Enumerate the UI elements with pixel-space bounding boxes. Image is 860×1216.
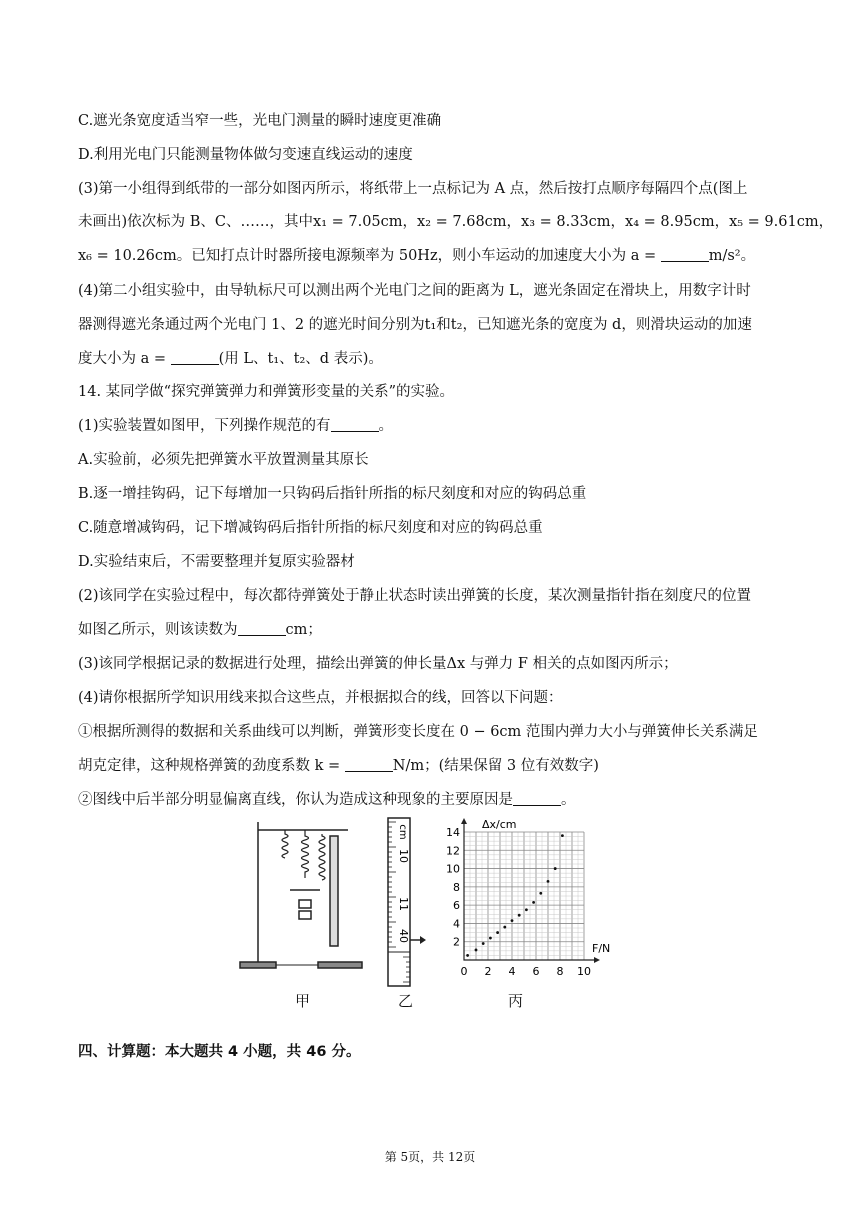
ruler-mark-10: 10	[397, 849, 410, 863]
q14-part4-2: ②图线中后半部分明显偏离直线，你认为造成这种现象的主要原因是 。	[78, 792, 576, 808]
x-tick-label: 4	[508, 965, 516, 978]
data-point	[547, 880, 550, 883]
y-tick-label: 2	[453, 935, 460, 949]
q3-line-1: (3)第一小组得到纸带的一部分如图丙所示，将纸带上一点标记为 A 点，然后按打点顺序每隔四个点(图上	[78, 181, 748, 197]
q14-part3: (3)该同学根据记录的数据进行处理，描绘出弹簧的伸长量Δx 与弹力 F 相关的点如图丙所示；	[78, 656, 678, 672]
data-point	[554, 867, 557, 870]
answer-blank[interactable]	[171, 350, 219, 365]
ruler-unit-label: cm	[397, 824, 408, 840]
y-tick-label: 10	[446, 862, 460, 876]
option-d: D.利用光电门只能测量物体做匀变速直线运动的速度	[78, 147, 413, 163]
experiment-figure	[230, 812, 610, 1012]
q14-part4: (4)请你根据所学知识用线来拟合这些点，并根据拟合的线，回答以下问题：	[78, 690, 563, 706]
data-point	[475, 949, 478, 952]
ruler-yi	[388, 818, 426, 986]
section-heading: 四、计算题：本大题共 4 小题，共 46 分。	[78, 1044, 361, 1060]
x-tick-label: 2	[484, 965, 492, 978]
caption-jia: 甲	[295, 992, 311, 1010]
answer-blank[interactable]	[331, 417, 379, 432]
y-tick-label: 12	[446, 844, 460, 858]
q14-option-c: C.随意增减钩码，记下增减钩码后指针所指的标尺刻度和对应的钩码总重	[78, 520, 543, 536]
q14-part4-1-line-2: 胡克定律，这种规格弹簧的劲度系数 k = N/m；(结果保留 3 位有效数字)	[78, 758, 599, 774]
data-point	[503, 926, 506, 929]
x-tick-label: 6	[532, 965, 540, 978]
caption-bing: 丙	[508, 992, 524, 1010]
q14-part4-1-line-1: ①根据所测得的数据和关系曲线可以判断，弹簧形变长度在 0 − 6cm 范围内弹力大小与弹簧伸长关系满足	[78, 724, 758, 740]
x-tick-label: 0	[460, 965, 468, 978]
y-tick-label: 8	[453, 880, 460, 894]
data-point	[539, 892, 542, 895]
answer-blank[interactable]	[345, 757, 393, 772]
ruler-mark-40: 40	[397, 929, 410, 943]
data-point	[496, 931, 499, 934]
x-tick-label: 8	[556, 965, 564, 978]
data-point	[466, 954, 469, 957]
q14-part1: (1)实验装置如图甲，下列操作规范的有 。	[78, 418, 394, 434]
answer-blank[interactable]	[513, 791, 561, 806]
q4-line-1: (4)第二小组实验中，由导轨标尺可以测出两个光电门之间的距离为 L，遮光条固定在滑块上，用数字计时	[78, 283, 751, 299]
data-point	[532, 901, 535, 904]
q14-option-b: B.逐一增挂钩码，记下每增加一只钩码后指针所指的标尺刻度和对应的钩码总重	[78, 486, 587, 502]
q4-line-2: 器测得遮光条通过两个光电门 1、2 的遮光时间分别为t₁和t₂，已知遮光条的宽度为 d，则滑块运动的加速	[78, 317, 752, 333]
data-point	[518, 914, 521, 917]
q3-line-2: 未画出)依次标为 B、C、……，其中x₁ = 7.05cm，x₂ = 7.68cm，x₃ = 8.33cm，x₄ = 8.95cm，x₅ = 9.61cm，	[78, 214, 834, 230]
q14-part2-line-2: 如图乙所示，则该读数为 cm；	[78, 622, 322, 638]
data-point	[561, 834, 564, 837]
q3-line-3: x₆ = 10.26cm。已知打点计时器所接电源频率为 50Hz，则小车运动的加速度大小为 a = m/s²。	[78, 248, 756, 264]
q4-line-3: 度大小为 a = (用 L、t₁、t₂、d 表示)。	[78, 351, 383, 367]
apparatus-jia	[240, 822, 362, 968]
option-c: C.遮光条宽度适当窄一些，光电门测量的瞬时速度更准确	[78, 113, 442, 129]
data-point	[525, 908, 528, 911]
q14-part2-line-1: (2)该同学在实验过程中，每次都待弹簧处于静止状态时读出弹簧的长度，某次测量指针指在刻度尺的位置	[78, 588, 752, 604]
x-axis-arrow	[594, 957, 600, 963]
x-tick-label: 10	[577, 965, 591, 978]
q14-option-d: D.实验结束后，不需要整理并复原实验器材	[78, 554, 355, 570]
x-axis-label: F/N	[592, 942, 610, 955]
figure-svg	[230, 812, 610, 1012]
answer-blank[interactable]	[238, 621, 286, 636]
page-footer: 第 5页，共 12页	[384, 1150, 476, 1164]
y-tick-label: 14	[446, 826, 460, 839]
y-axis-arrow	[461, 818, 467, 824]
q14-option-a: A.实验前，必须先把弹簧水平放置测量其原长	[78, 452, 369, 468]
ruler-mark-11: 11	[397, 897, 410, 911]
answer-blank[interactable]	[661, 247, 709, 262]
data-point	[489, 937, 492, 940]
y-tick-label: 6	[453, 899, 460, 913]
caption-yi: 乙	[398, 992, 414, 1010]
q14-title: 14. 某同学做“探究弹簧弹力和弹簧形变量的关系”的实验。	[78, 384, 454, 400]
data-point	[511, 919, 514, 922]
plot-bing	[446, 818, 610, 978]
y-tick-label: 4	[453, 917, 460, 931]
y-axis-label: Δx/cm	[482, 818, 517, 831]
data-point	[482, 942, 485, 945]
